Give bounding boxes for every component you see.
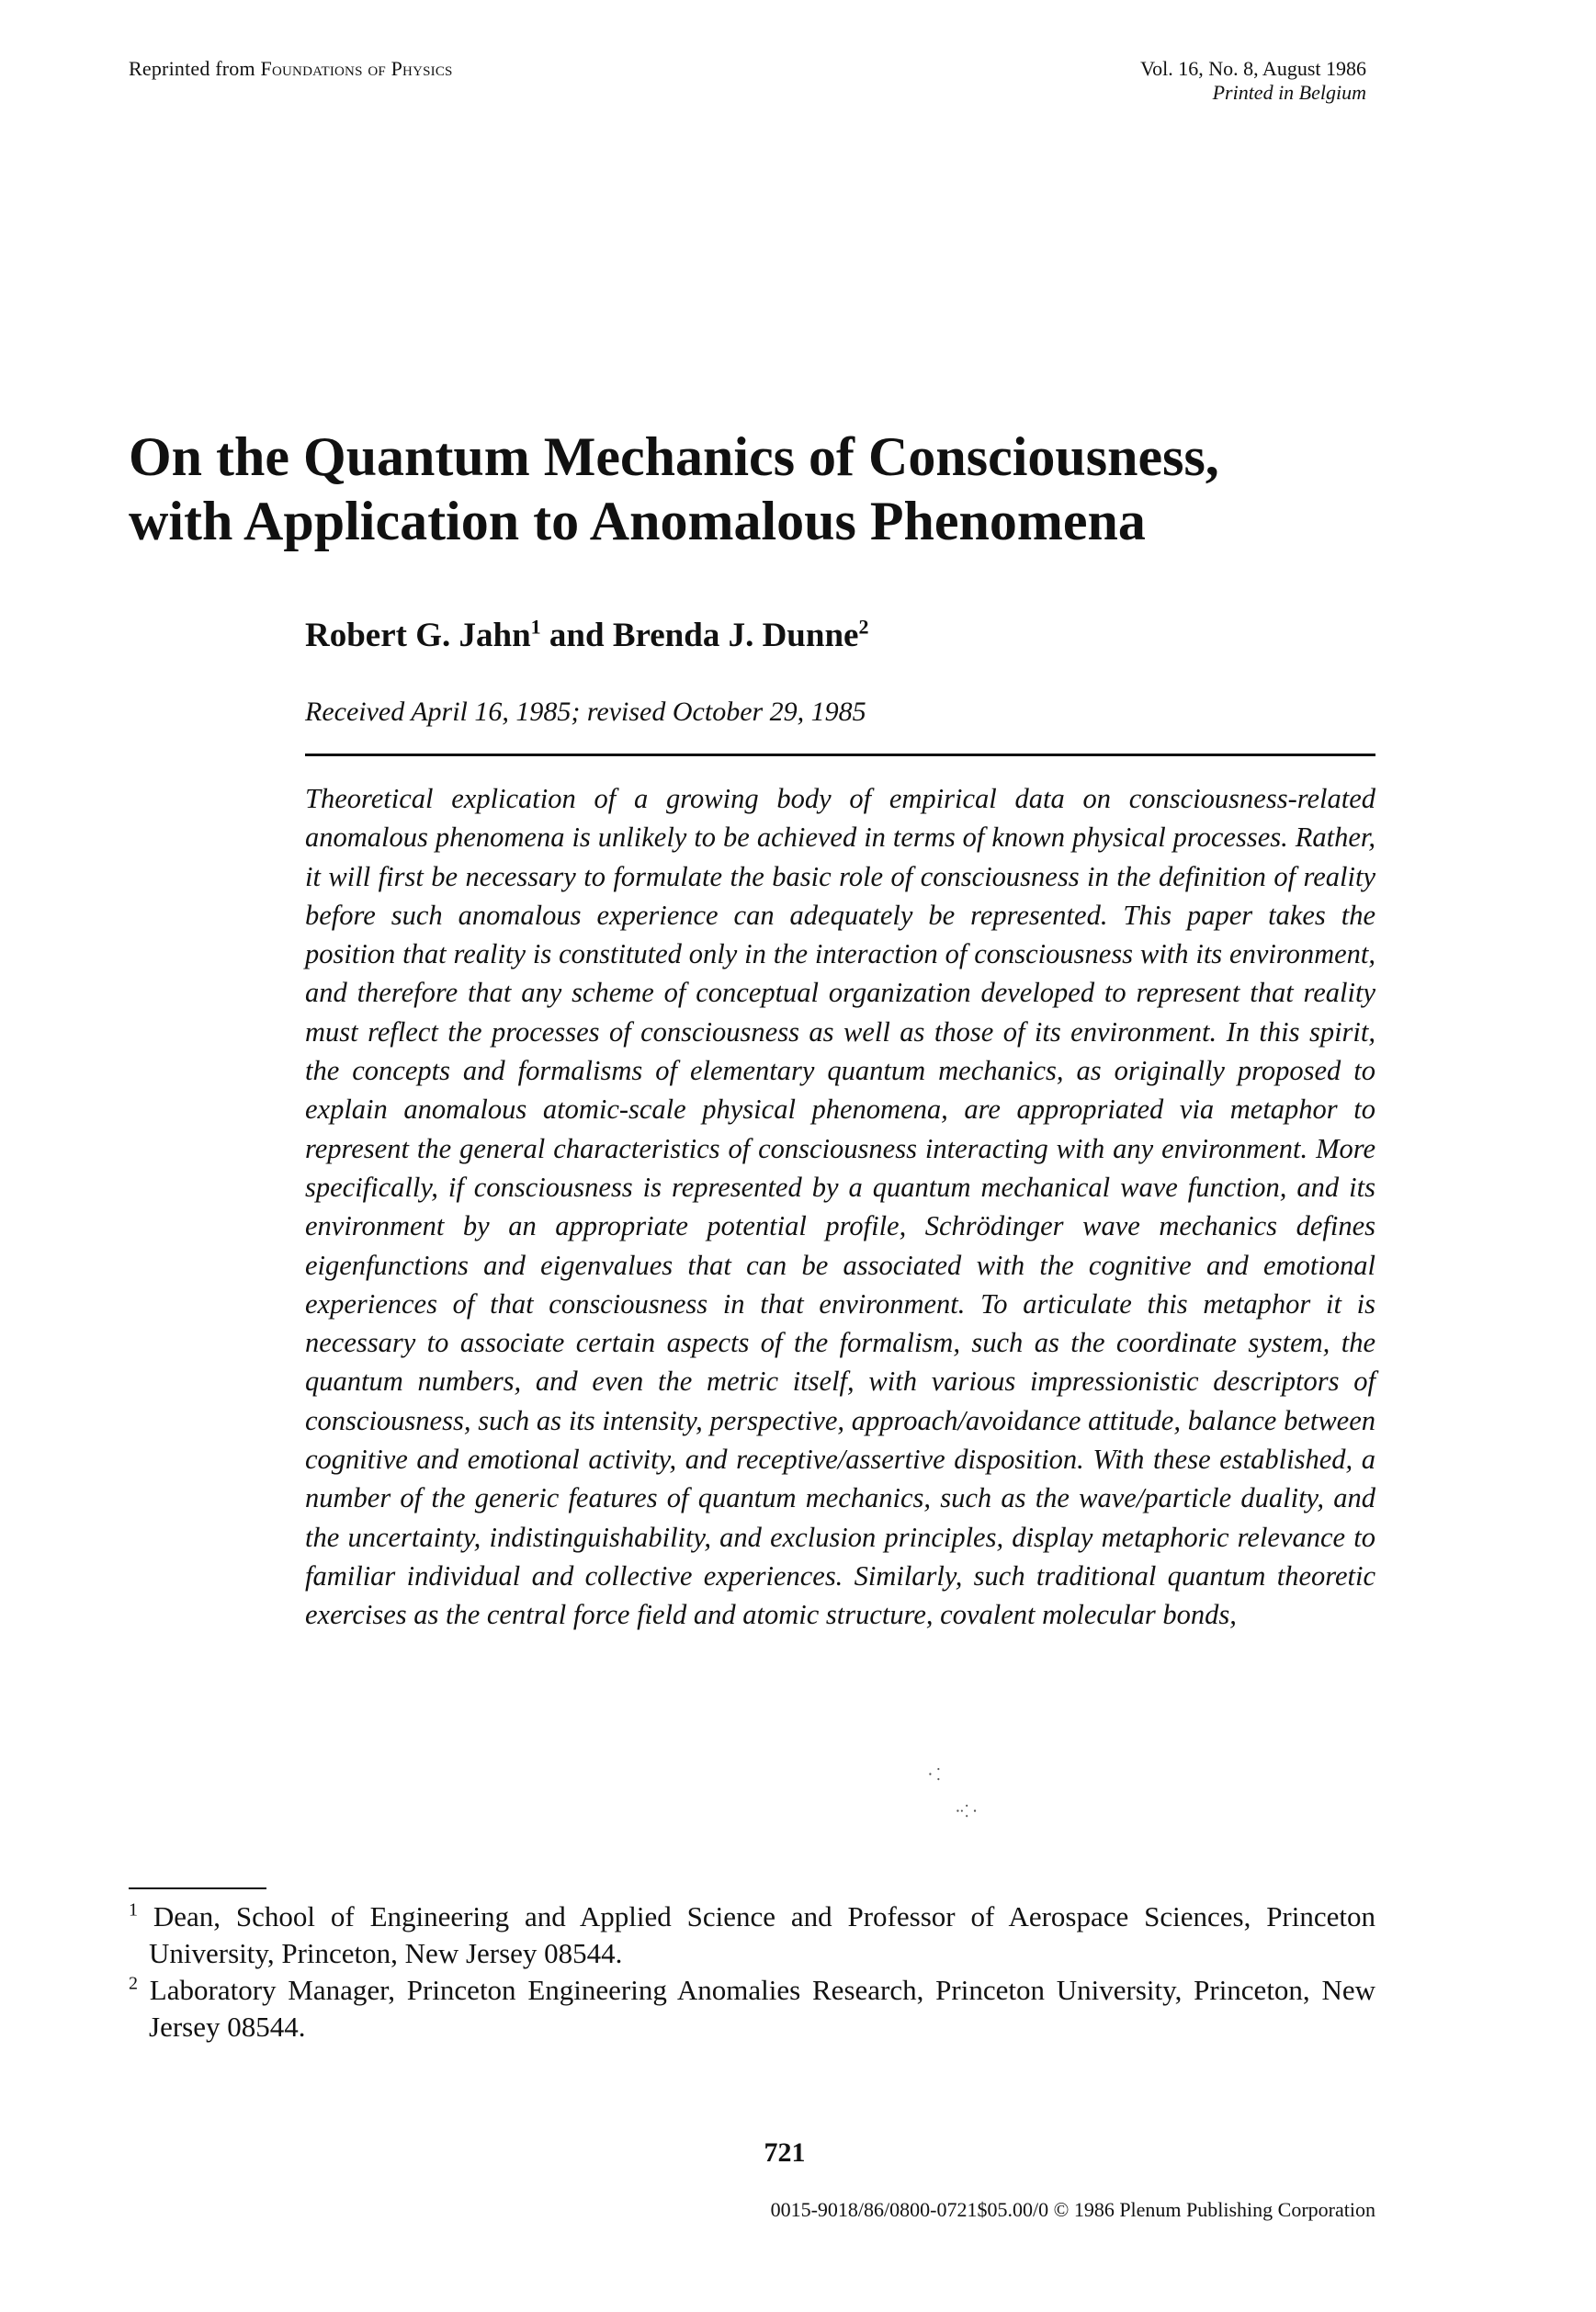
scan-speck: ⸱ ⁚ — [928, 1765, 941, 1784]
page-number: 721 — [764, 2137, 806, 2168]
title-line-1: On the Quantum Mechanics of Consciousness, — [129, 426, 1219, 487]
footnotes — [129, 1898, 1375, 2046]
footnote-2-mark: 2 — [129, 1973, 138, 1994]
copyright-line: 0015-9018/86/0800-0721$05.00/0 © 1986 Plenum Publishing Corporation — [770, 2198, 1375, 2221]
volume-issue: Vol. 16, No. 8, August 1986 — [1140, 57, 1366, 80]
abstract-top-rule — [305, 754, 1375, 756]
title-line-2: with Application to Anomalous Phenomena — [129, 491, 1146, 551]
scan-speck: ⸱⁖ ⸱ — [956, 1802, 978, 1820]
author-1: Robert G. Jahn — [305, 617, 531, 654]
received-dates: Received April 16, 1985; revised October 29, 1985 — [305, 697, 866, 727]
author-1-footnote-mark: 1 — [530, 615, 541, 639]
journal-name: Foundations of Physics — [260, 57, 453, 80]
footnote-1-mark: 1 — [129, 1899, 138, 1921]
running-header-source — [129, 57, 453, 81]
footnote-1 — [129, 1898, 1375, 1972]
reprinted-prefix: Reprinted from — [129, 57, 255, 80]
author-line — [305, 616, 868, 655]
abstract-text: Theoretical explication of a growing body of empirical data on consciousness-related anomalous phenomena is unlikely to be achieved in terms of known physical processes. Rather, it will first be necessary to formulate the basic role of consciousness in the definition of reality before such anomalous experience can adequately be represented. This paper takes the position that reality is constituted only in the interaction of consciousness with its environment, and therefore that any scheme of conceptual organization developed to represent that reality must reflect the processes of consciousness as well as those of its environment. In this spirit, the concepts and formalisms of elementary quantum mechanics, as originally proposed to explain anomalous atomic-scale physical phenomena, are appropriated via metaphor to represent the general characteristics of consciousness interacting with any environment. More specifically, if consciousness is represented by a quantum mechanical wave function, and its environment by an appropriate potential profile, Schrödinger wave mechanics defines eigenfunctions and eigenvalues that can be associated with the cognitive and emotional experiences of that consciousness in that environment. To articulate this metaphor it is necessary to associate certain aspects of the formalism, such as the coordinate system, the quantum numbers, and even the metric itself, with various impressionistic descriptors of consciousness, such as its intensity, perspective, approach/avoidance attitude, balance between cognitive and emotional activity, and receptive/assertive disposition. With these established, a number of the generic features of quantum mechanics, such as the wave/particle duality, and the uncertainty, indistinguishability, and exclusion principles, display metaphoric relevance to familiar individual and collective experiences. Similarly, such traditional quantum theoretic exercises as the central force field and atomic structure, covalent molecular bonds, — [305, 783, 1375, 1631]
article-title — [129, 425, 1433, 553]
author-2: Brenda J. Dunne — [612, 617, 859, 654]
author-join: and — [549, 617, 605, 654]
footnote-1-text: Dean, School of Engineering and Applied Science and Professor of Aerospace Sciences, Princeton University, Princeton, New Jersey 08544. — [149, 1900, 1376, 1969]
running-header-volume — [1140, 57, 1366, 105]
footnote-2 — [129, 1972, 1375, 2046]
printed-location: Printed in Belgium — [1212, 81, 1366, 104]
footnote-2-text: Laboratory Manager, Princeton Engineering Anomalies Research, Princeton University, Princeton, New Jersey 08544. — [149, 1974, 1375, 2043]
footnote-rule — [129, 1887, 266, 1889]
author-2-footnote-mark: 2 — [858, 615, 869, 639]
